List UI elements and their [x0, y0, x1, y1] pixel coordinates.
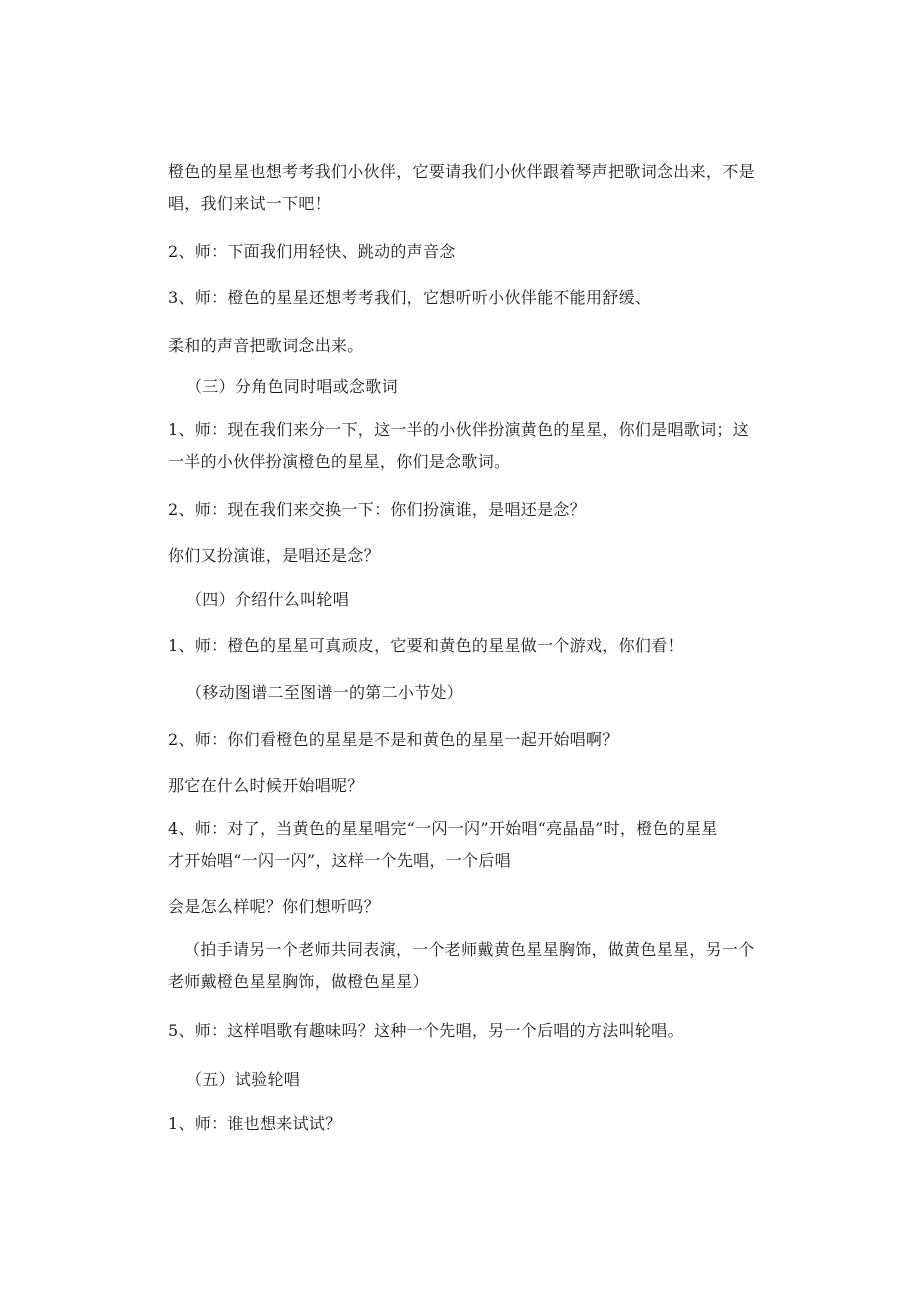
paragraph-line: 1、师：现在我们来分一下，这一半的小伙伴扮演黄色的星星，你们是唱歌词；这 — [168, 420, 749, 439]
paragraph-5 — [168, 414, 749, 478]
section-heading-5: （五）试验轮唱 — [186, 1070, 301, 1089]
paragraph-15 — [168, 934, 755, 998]
paragraph-7: 你们又扮演谁，是唱还是念？ — [168, 546, 380, 565]
paragraph-16: 5、师：这样唱歌有趣味吗？这种一个先唱，另一个后唱的方法叫轮唱。 — [168, 1021, 684, 1040]
paragraph-10: （移动图谱二至图谱一的第二小节处） — [186, 683, 464, 702]
section-heading-3: （三）分角色同时唱或念歌词 — [186, 377, 398, 396]
paragraph-line: （拍手请另一个老师共同表演，一个老师戴黄色星星胸饰，做黄色星星，另一个 — [184, 940, 755, 959]
paragraph-6: 2、师：现在我们来交换一下：你们扮演谁，是唱还是念？ — [168, 500, 586, 519]
paragraph-line: 橙色的星星也想考考我们小伙伴，它要请我们小伙伴跟着琴声把歌词念出来，不是 — [168, 162, 755, 181]
paragraph-14: 会是怎么样呢？你们想听吗？ — [168, 897, 380, 916]
paragraph-3: 柔和的声音把歌词念出来。 — [168, 336, 364, 355]
paragraph-line: 老师戴橙色星星胸饰，做橙色星星） — [168, 972, 429, 991]
paragraph-line: 唱，我们来试一下吧！ — [168, 194, 332, 213]
paragraph-18: 1、师：谁也想来试试？ — [168, 1114, 342, 1133]
paragraph-9: 1、师：橙色的星星可真顽皮，它要和黄色的星星做一个游戏，你们看！ — [168, 636, 684, 655]
section-heading-4: （四）介绍什么叫轮唱 — [186, 590, 350, 609]
paragraph-12: 那它在什么时候开始唱呢？ — [168, 776, 364, 795]
paragraph-1: 2、师：下面我们用轻快、跳动的声音念 — [168, 242, 456, 261]
paragraph-line: 才开始唱“一闪一闪”，这样一个先唱，一个后唱 — [168, 851, 511, 870]
paragraph-13 — [168, 813, 718, 877]
paragraph-0 — [168, 156, 755, 220]
paragraph-2: 3、师：橙色的星星还想考考我们，它想听听小伙伴能不能用舒缓、 — [168, 288, 652, 307]
paragraph-11: 2、师：你们看橙色的星星是不是和黄色的星星一起开始唱啊？ — [168, 730, 619, 749]
paragraph-line: 一半的小伙伴扮演橙色的星星，你们是念歌词。 — [168, 452, 511, 471]
paragraph-line: 4、师：对了，当黄色的星星唱完“一闪一闪”开始唱“亮晶晶”时，橙色的星星 — [168, 819, 718, 838]
